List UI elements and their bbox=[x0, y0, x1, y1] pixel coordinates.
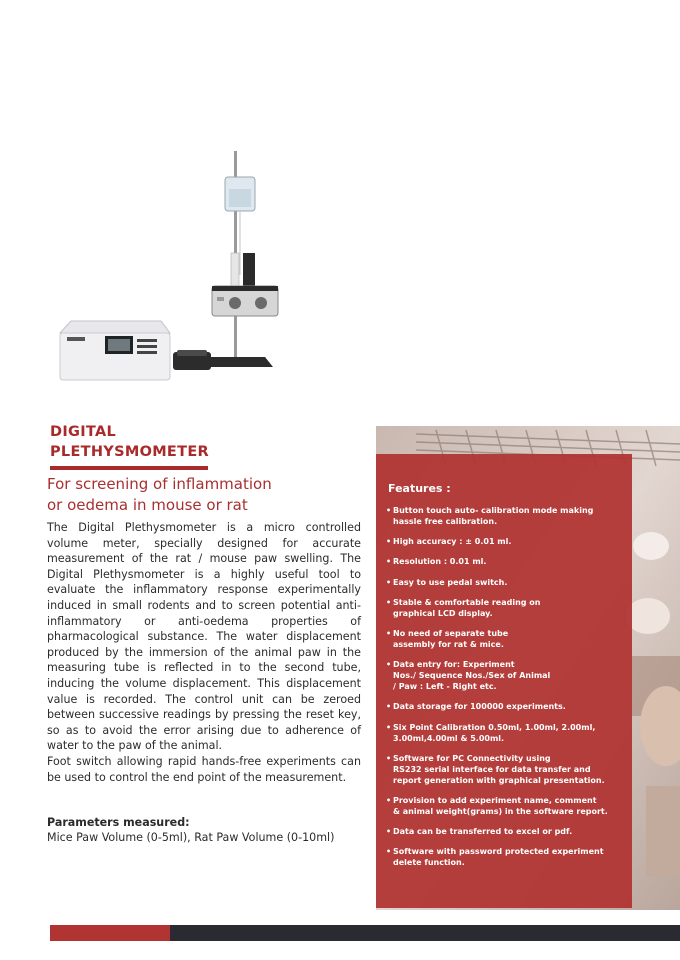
footer-accent-bar bbox=[50, 925, 170, 941]
features-list bbox=[386, 505, 622, 868]
footer-bar bbox=[170, 925, 680, 941]
description-paragraph-2: Foot switch allowing rapid hands-free experiments can be used to control the end point of the measurement. bbox=[47, 754, 361, 784]
features-heading: Features : bbox=[388, 482, 451, 495]
product-description bbox=[47, 520, 361, 785]
feature-item: • Software for PC Connectivity using RS232 serial interface for data transfer and report generation with graphical presentation. bbox=[386, 753, 622, 786]
title-line-1: DIGITAL bbox=[50, 424, 117, 440]
feature-item: • Data can be transferred to excel or pdf. bbox=[386, 826, 622, 837]
subtitle-line-1: For screening of inflammation bbox=[47, 475, 272, 493]
parameters-value: Mice Paw Volume (0-5ml), Rat Paw Volume (0-10ml) bbox=[47, 831, 335, 844]
product-title bbox=[50, 422, 280, 462]
feature-item: • Easy to use pedal switch. bbox=[386, 577, 622, 588]
title-underline bbox=[50, 466, 208, 470]
feature-item: • Software with password protected experiment delete function. bbox=[386, 846, 622, 868]
feature-item: • Stable & comfortable reading on graphical LCD display. bbox=[386, 597, 622, 619]
product-photo bbox=[55, 145, 285, 390]
feature-item: • Provision to add experiment name, comment & animal weight(grams) in the software report. bbox=[386, 795, 622, 817]
subtitle-line-2: or oedema in mouse or rat bbox=[47, 496, 248, 514]
parameters-heading: Parameters measured: bbox=[47, 816, 190, 829]
feature-item: • High accuracy : ± 0.01 ml. bbox=[386, 536, 622, 547]
feature-item: • Button touch auto- calibration mode making hassle free calibration. bbox=[386, 505, 622, 527]
features-panel bbox=[376, 454, 632, 908]
description-paragraph: The Digital Plethysmometer is a micro controlled volume meter, specially designed for accurate measurement of the rat / mouse paw swelling. The Digital Plethysmometer is a highly useful tool to evaluate the inflammatory response experimentally induced in small rodents and to screen potential anti-inflammatory or anti-oedema properties of pharmacological substance. The water displacement produced by the immersion of the animal paw in the measuring tube is reflected in to the second tube, inducing the volume displacement. This displacement value is recorded. The control unit can be zeroed between successive readings by pressing the reset key, so as to avoid the error arising due to adherence of water to the paw of the animal. bbox=[47, 521, 361, 753]
feature-item: • Resolution : 0.01 ml. bbox=[386, 556, 622, 567]
product-subtitle bbox=[47, 474, 347, 516]
feature-item: • No need of separate tube assembly for rat & mice. bbox=[386, 628, 622, 650]
feature-item: • Six Point Calibration 0.50ml, 1.00ml, 2.00ml, 3.00ml,4.00ml & 5.00ml. bbox=[386, 722, 622, 744]
title-line-2: PLETHYSMOMETER bbox=[50, 444, 209, 460]
feature-item: • Data storage for 100000 experiments. bbox=[386, 701, 622, 712]
feature-item: • Data entry for: Experiment Nos./ Sequence Nos./Sex of Animal / Paw : Left - Right etc. bbox=[386, 659, 622, 692]
